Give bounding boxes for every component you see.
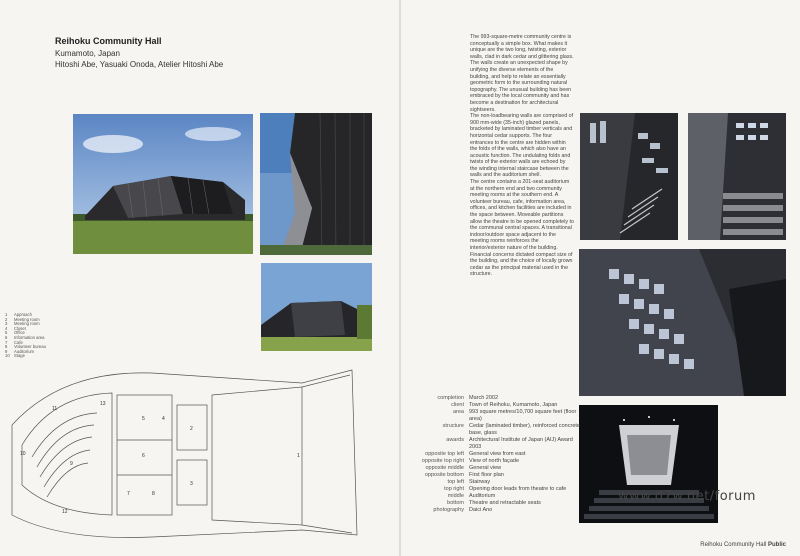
legend-item: 6 Information area: [5, 334, 45, 340]
plan-label: 9: [70, 461, 73, 467]
plan-label: 3: [190, 481, 193, 487]
plan-label: 7: [127, 491, 130, 497]
legend-item: 9 Auditorium: [5, 348, 35, 354]
title-block: [55, 36, 223, 70]
photo-theatre-door: [688, 113, 786, 240]
photo-auditorium: [579, 249, 786, 396]
plan-label: 10: [20, 451, 26, 457]
plan-label: 4: [162, 416, 165, 422]
credit-row: top left Stairway: [447, 479, 491, 485]
photo-stairway: [580, 113, 678, 240]
page-gutter: [399, 0, 401, 556]
body-paragraph: The non-loadbearing walls are comprised of 900 mm-wide (35-inch) glazed panels, bracketed by laminated timber verticals and horizontal cedar supports. The four entrances to the centre are hidden within the folds of the walls, which also have an acoustic function. The undulating folds and twists of the exterior walls are echoed by the winding internal staircase between the walls and the auditorium shell.: [470, 113, 574, 179]
project-credits: [420, 395, 580, 514]
credit-row: client Town of Reihoku, Kumamoto, Japan: [451, 402, 558, 408]
legend-item: 1 Approach: [5, 312, 32, 317]
credit-row: opposite top left General view from east: [425, 451, 526, 457]
photo-general-view-east: [73, 114, 253, 254]
page-footer: [700, 542, 786, 548]
plan-label: 13: [100, 401, 106, 407]
first-floor-plan: [2, 365, 377, 543]
credit-row: structure Cedar (laminated timber), reinforced concrete base, glass: [442, 423, 580, 436]
credit-row: completion March 2002: [437, 395, 499, 401]
plan-legend: [5, 313, 65, 359]
credit-row: top right Opening door leads from theatre to cafe: [444, 486, 567, 492]
plan-label: 8: [152, 491, 155, 497]
plan-label: 6: [142, 453, 145, 459]
body-paragraph: The 993-square-metre community centre is conceptually a simple box. What makes it unique are the two long, twisting, exterior walls, clad in dark cedar and glittering glass. The walls create an unexpected shape by unifying the diverse elements of the building, and help to relate an essentially geometric form to the surrounding natural topography. The unusual building has been embraced by the local community and has become a destination for architectural sightseers.: [470, 34, 574, 113]
footer-section: Public: [767, 542, 786, 548]
credit-row: middle Auditorium: [447, 493, 496, 499]
photo-north-facade: [260, 113, 372, 255]
plan-label: 2: [190, 426, 193, 432]
project-location: Kumamoto, Japan: [55, 49, 120, 58]
plan-label: 5: [142, 416, 145, 422]
credit-row: opposite middle General view: [425, 465, 502, 471]
photo-general-view: [261, 263, 372, 351]
legend-item: 4 Closet: [5, 325, 26, 331]
plan-label: 12: [62, 509, 68, 515]
legend-item: 5 Office: [5, 330, 25, 336]
credit-row: photography Daici Ano: [433, 507, 493, 513]
credit-row: opposite bottom First floor plan: [424, 472, 504, 478]
forum-watermark: www.d7w.net/forum: [618, 489, 756, 504]
project-title: Reihoku Community Hall: [55, 36, 162, 46]
credit-row: bottom Theatre and retractable seats: [447, 500, 541, 506]
credit-row: opposite top right View of north façade: [421, 458, 520, 464]
photo-theatre-seats: [579, 405, 718, 523]
legend-item: 10 Stage: [5, 353, 25, 359]
footer-title: Reihoku Community Hall: [700, 542, 767, 548]
plan-label: 11: [52, 406, 58, 412]
legend-item: 2 Meeting room: [5, 316, 40, 322]
project-architects: Hitoshi Abe, Yasuaki Onoda, Atelier Hitoshi Abe: [55, 60, 224, 69]
legend-item: 3 Meeting room: [5, 321, 40, 327]
legend-item: 8 Volunteer bureau: [5, 344, 46, 350]
plan-label: 1: [297, 453, 300, 459]
body-paragraph: The centre contains a 201-seat auditorium at the northern end and two community meeting rooms at the southern end. A volunteer bureau, cafe, information area, offices, and kitchen facilities are included in the space between. Moveable partitions allow the theatre to be opened completely to the communal central spaces. A transitional indoor/outdoor space adjacent to the meeting rooms reinforces the interior/exterior nature of the building. Financial concerns dictated compact size of the building, and the choice of locally grown cedar as the principal material used in the structure.: [470, 179, 574, 278]
credit-row: awards Architectural Institute of Japan (AIJ) Award 2003: [446, 437, 573, 450]
legend-item: 7 Cafe: [5, 339, 23, 345]
body-text: [470, 34, 574, 278]
credit-row: area 993 square metres/10,700 square feet (floor area): [452, 409, 577, 422]
